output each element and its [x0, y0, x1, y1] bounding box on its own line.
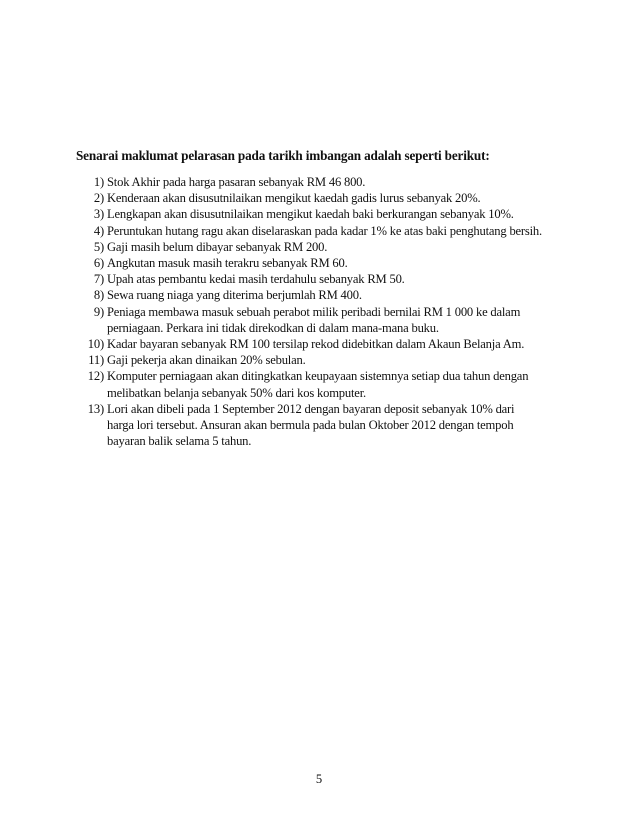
list-item: [76, 190, 586, 206]
item-text: [107, 190, 586, 206]
section-heading: Senarai maklumat pelarasan pada tarikh imbangan adalah seperti berikut:: [76, 148, 490, 163]
item-line: Gaji masih belum dibayar sebanyak RM 200.: [107, 239, 328, 254]
list-item: [76, 255, 586, 271]
list-item: [76, 368, 586, 400]
list-item: [76, 271, 586, 287]
item-line: Peruntukan hutang ragu akan diselaraskan pada kadar 1% ke atas baki penghutang bersih.: [107, 223, 542, 238]
item-line: Lori akan dibeli pada 1 September 2012 dengan bayaran deposit sebanyak 10% dari: [107, 401, 515, 416]
list-item: [76, 401, 586, 450]
item-text: [107, 239, 586, 255]
item-number: 2): [93, 191, 104, 206]
list-item: [76, 336, 586, 352]
item-text: [107, 401, 586, 450]
item-line: melibatkan belanja sebanyak 50% dari kos komputer.: [107, 385, 366, 400]
item-line: Lengkapan akan disusutnilaikan mengikut kaedah baki berkurangan sebanyak 10%.: [107, 207, 514, 222]
item-number: 4): [93, 223, 104, 238]
item-line: harga lori tersebut. Ansuran akan bermula pada bulan Oktober 2012 dengan tempoh: [107, 418, 514, 433]
item-number: 3): [93, 207, 104, 222]
list-item: [76, 223, 586, 239]
item-line: bayaran balik selama 5 tahun.: [107, 434, 252, 449]
item-text: [107, 336, 586, 352]
item-number: 12): [87, 369, 104, 384]
item-line: Peniaga membawa masuk sebuah perabot milik peribadi bernilai RM 1 000 ke dalam: [107, 304, 521, 319]
item-number: 11): [88, 353, 104, 368]
item-text: [107, 287, 586, 303]
item-text: [107, 255, 586, 271]
list-item: [76, 287, 586, 303]
item-text: [107, 174, 586, 190]
list-item: [76, 304, 586, 336]
adjustment-list: [76, 174, 586, 449]
item-line: Komputer perniagaan akan ditingkatkan keupayaan sistemnya setiap dua tahun dengan: [107, 369, 529, 384]
list-item: [76, 352, 586, 368]
item-line: Angkutan masuk masih terakru sebanyak RM 60.: [107, 256, 348, 271]
item-line: Sewa ruang niaga yang diterima berjumlah RM 400.: [107, 288, 362, 303]
item-line: perniagaan. Perkara ini tidak direkodkan di dalam mana-mana buku.: [107, 320, 439, 335]
item-line: Kadar bayaran sebanyak RM 100 tersilap rekod didebitkan dalam Akaun Belanja Am.: [107, 337, 525, 352]
item-line: Stok Akhir pada harga pasaran sebanyak RM 46 800.: [107, 175, 366, 189]
item-text: [107, 352, 586, 368]
item-number: 8): [93, 288, 104, 303]
page-number: 5: [315, 772, 323, 786]
item-number: 9): [93, 304, 104, 319]
list-item: [76, 174, 586, 190]
list-item: [76, 206, 586, 222]
item-number: 1): [93, 175, 104, 189]
item-text: [107, 206, 586, 222]
item-number: 7): [93, 272, 104, 287]
item-number: 10): [87, 337, 104, 352]
item-text: [107, 368, 586, 400]
item-line: Gaji pekerja akan dinaikan 20% sebulan.: [107, 353, 306, 368]
item-text: [107, 223, 586, 239]
list-item: [76, 239, 586, 255]
item-line: Upah atas pembantu kedai masih terdahulu sebanyak RM 50.: [107, 272, 405, 287]
item-number: 5): [93, 239, 104, 254]
item-line: Kenderaan akan disusutnilaikan mengikut kaedah gadis lurus sebanyak 20%.: [107, 191, 481, 206]
item-number: 6): [93, 256, 104, 271]
item-text: [107, 271, 586, 287]
item-number: 13): [87, 401, 104, 416]
item-text: [107, 304, 586, 336]
